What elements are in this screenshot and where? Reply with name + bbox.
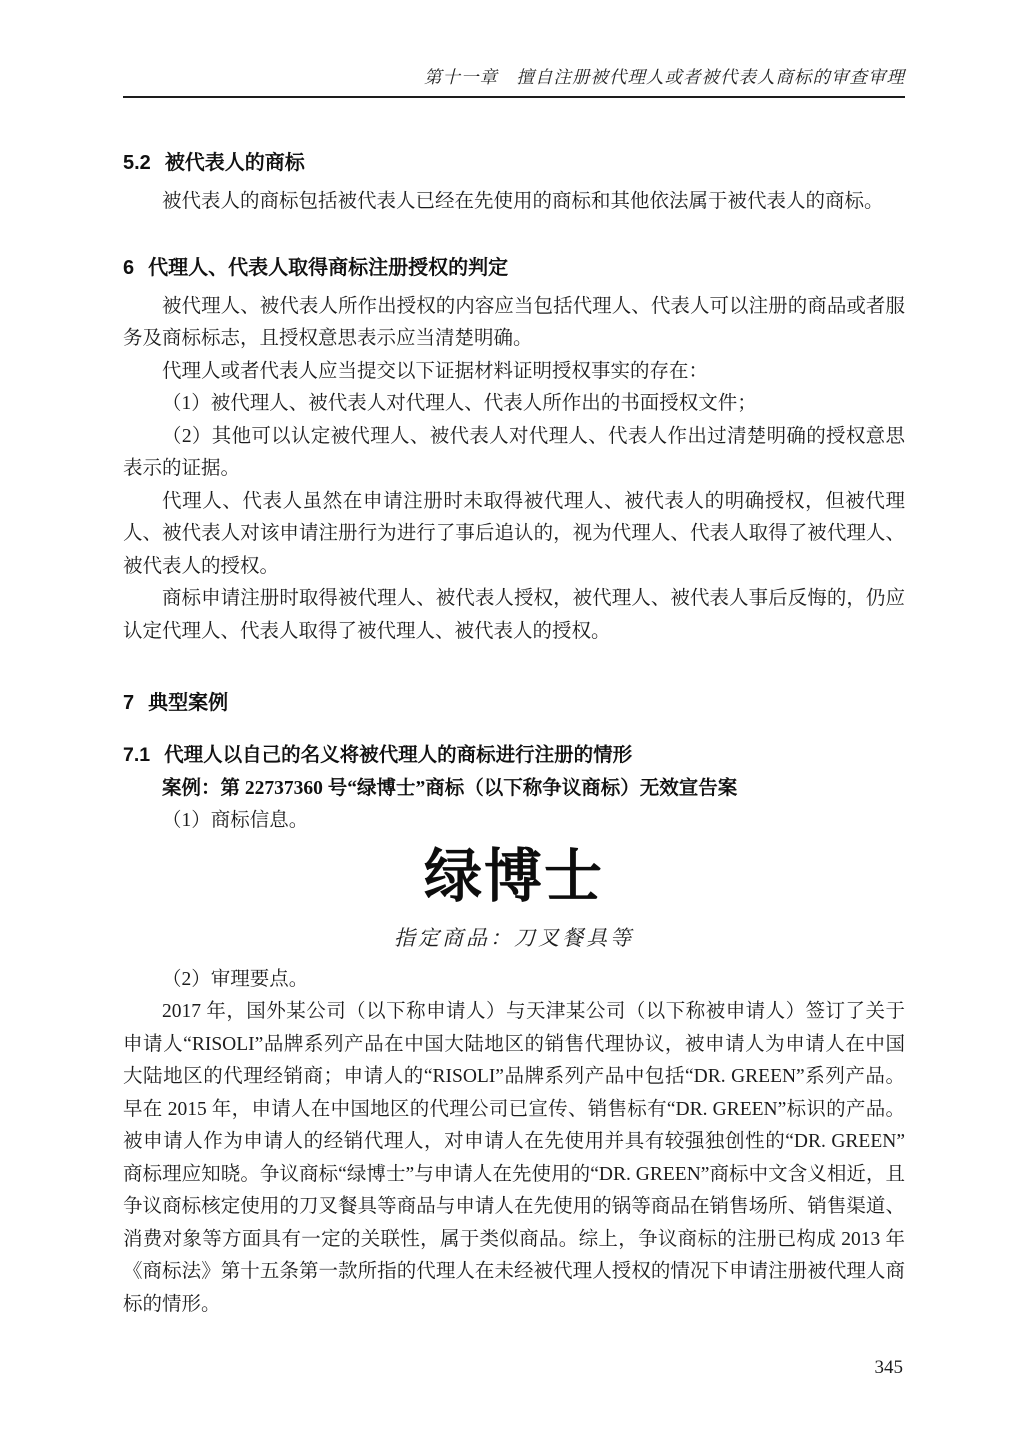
section-6-title: 代理人、代表人取得商标注册授权的判定 (148, 256, 509, 279)
section-5-2-number: 5.2 (123, 152, 151, 174)
section-5-2-paragraph: 被代表人的商标包括被代表人已经在先使用的商标和其他依法属于被代表人的商标。 (162, 191, 884, 212)
case-item-review-points: （2）审理要点。 (162, 968, 309, 990)
page-content (123, 0, 905, 1321)
section-7-1-heading (123, 742, 905, 768)
page-number: 345 (874, 1357, 903, 1378)
section-6-list-item-1: （1）被代理人、被代表人对代理人、代表人所作出的书面授权文件； (162, 393, 757, 414)
case-review-paragraph: 2017 年，国外某公司（以下称申请人）与天津某公司（以下称被申请人）签订了关于申请人“RISOLI”品牌系列产品在中国大陆地区的销售代理协议，被申请人为申请人在中国大陆地区的代理经销商；申请人的“RISOLI”品牌系列产品中包括“DR. GREEN”系列产品。早在 2015 年，申请人在中国地区的代理公司已宣传、销售标有“DR. GREEN”标识的产品。被申请人作为申请人的经销代理人，对申请人在先使用并具有较强独创性的“DR. GREEN”商标理应知晓。争议商标“绿博士”与申请人在先使用的“DR. GREEN”商标中文含义相近，且争议商标核定使用的刀叉餐具等商品与申请人在先使用的锅等商品在销售场所、销售渠道、消费对象等方面具有一定的关联性，属于类似商品。综上，争议商标的注册已构成 2013 年《商标法》第十五条第一款所指的代理人在未经被代理人授权的情况下申请注册被代理人商标的情形。 (123, 1001, 905, 1315)
trademark-image-text: 绿博士 (423, 843, 604, 909)
section-6-paragraph-1: 被代理人、被代表人所作出授权的内容应当包括代理人、代表人可以注册的商品或者服务及商标标志，且授权意思表示应当清楚明确。 (123, 295, 905, 349)
section-7-number: 7 (123, 692, 135, 714)
section-6-paragraph-4: 商标申请注册时取得被代理人、被代表人授权，被代理人、被代表人事后反悔的，仍应认定代理人、代表人取得了被代理人、被代表人的授权。 (123, 588, 905, 642)
header-rule (123, 96, 905, 98)
case-title: 案例：第 22737360 号“绿博士”商标（以下称争议商标）无效宣告案 (162, 778, 738, 799)
case-item-trademark-info: （1）商标信息。 (162, 810, 309, 831)
section-6-heading (123, 255, 905, 281)
section-6-paragraph-2: 代理人或者代表人应当提交以下证据材料证明授权事实的存在： (162, 360, 709, 382)
section-7-1-title: 代理人以自己的名义将被代理人的商标进行注册的情形 (164, 744, 633, 766)
section-7-title: 典型案例 (148, 692, 229, 714)
section-5-2-title: 被代表人的商标 (164, 152, 305, 174)
section-5-2-heading (123, 150, 905, 176)
section-6-paragraph-3: 代理人、代表人虽然在申请注册时未取得被代理人、被代表人的明确授权，但被代理人、被代表人对该申请注册行为进行了事后追认的，视为代理人、代表人取得了被代理人、被代表人的授权。 (123, 490, 905, 577)
trademark-caption: 指定商品：刀叉餐具等 (394, 925, 634, 950)
section-7-1-number: 7.1 (123, 744, 151, 766)
chapter-running-header: 第十一章 擅自注册被代理人或者被代表人商标的审查审理 (424, 67, 905, 87)
section-7-heading (123, 690, 905, 716)
section-6-list-item-2: （2）其他可以认定被代理人、被代表人对代理人、代表人作出过清楚明确的授权意思表示的证据。 (123, 425, 905, 479)
section-6-number: 6 (123, 256, 135, 279)
trademark-figure (123, 843, 905, 952)
